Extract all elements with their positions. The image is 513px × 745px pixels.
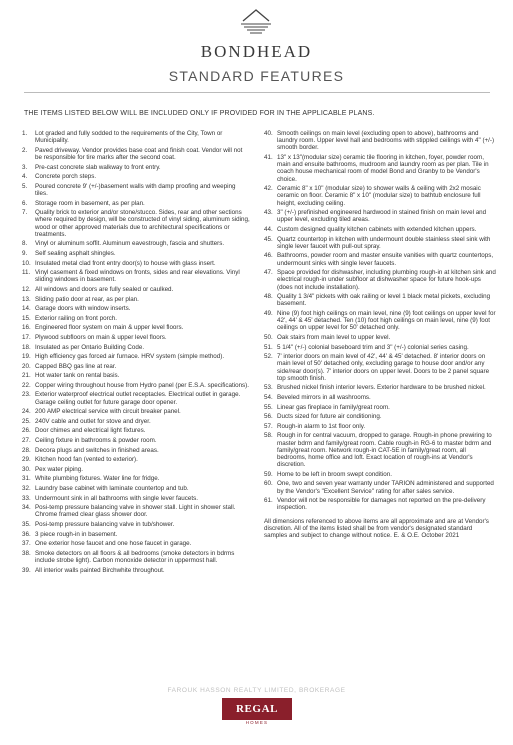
- feature-item: [22, 567, 250, 574]
- page-title: STANDARD FEATURES: [168, 68, 345, 84]
- feature-text: Vinyl or aluminum soffit. Aluminum eavestrough, fascia and shutters.: [35, 240, 225, 248]
- feature-number: 41.: [264, 154, 273, 161]
- feature-item: [22, 240, 250, 247]
- feature-number: 48.: [264, 293, 273, 301]
- feature-number: 29.: [22, 456, 31, 464]
- feature-item: [264, 236, 496, 250]
- feature-number: 37.: [22, 540, 31, 548]
- feature-text: Smooth ceilings on main level (excluding open to above), bathrooms and laundry room. Upper level hall and bedrooms with stippled ceilings with 4" (+/-) smooth border.: [277, 130, 495, 152]
- feature-text: 200 AMP electrical service with circuit breaker panel.: [35, 408, 181, 416]
- bondhead-house-logo-icon: [238, 6, 274, 36]
- feature-text: All windows and doors are fully sealed or caulked.: [35, 285, 174, 293]
- feature-text: Quality 1 3/4" pickets with oak railing or level 1 black metal pickets, excluding basement.: [277, 293, 491, 308]
- feature-item: [22, 437, 250, 444]
- feature-text: 13" x 13"(modular size) ceramic tile flooring in kitchen, foyer, powder room, main and ensuite bathrooms, mudroom and laundry room as per plan. Tile in coach house mechanical room of model Bond and Granby to be Vendor's choice.: [277, 154, 489, 183]
- feature-item: [22, 269, 250, 283]
- feature-number: 60.: [264, 480, 273, 488]
- brokerage-watermark: FAROUK HASSON REALTY LIMITED, BROKERAGE: [167, 687, 346, 694]
- features-list-right-wrapper: [264, 130, 496, 539]
- feature-item: [22, 200, 250, 207]
- feature-text: Sliding patio door at rear, as per plan.: [35, 295, 139, 303]
- feature-text: One, two and seven year warranty under TARION administered and supported by the Vendor's "Excellent Service" rating for after sales service.: [277, 480, 494, 495]
- feature-text: Exterior railing on front porch.: [35, 314, 117, 322]
- feature-text: Oak stairs from main level to upper level.: [277, 333, 391, 341]
- feature-item: [264, 130, 496, 152]
- feature-number: 34.: [22, 504, 31, 512]
- feature-item: [22, 353, 250, 360]
- feature-number: 56.: [264, 413, 273, 421]
- feature-item: [22, 296, 250, 303]
- feature-number: 46.: [264, 252, 273, 260]
- feature-text: Capped BBQ gas line at rear.: [35, 362, 117, 370]
- feature-item: [264, 185, 496, 207]
- feature-text: Rough-in alarm to 1st floor only.: [277, 422, 366, 430]
- feature-text: Beveled mirrors in all washrooms.: [277, 393, 371, 401]
- feature-number: 35.: [22, 521, 31, 529]
- feature-item: [22, 130, 250, 144]
- feature-text: Quartz countertop in kitchen with undermount double stainless steel sink with single lever faucet with pull-out spray.: [277, 235, 491, 250]
- feature-number: 6.: [22, 199, 28, 207]
- feature-number: 31.: [22, 475, 31, 483]
- feature-number: 36.: [22, 530, 31, 538]
- feature-number: 33.: [22, 494, 31, 502]
- feature-text: 7' interior doors on main level of 42', 44' & 45' detached. 8' interior doors on main level of 50' detached only, excluding garage to house door and/or any side/rear door(s). 7' interior doors on upper level. Doors to be 2 panel square top smooth finish.: [277, 353, 490, 382]
- feature-number: 25.: [22, 417, 31, 425]
- feature-text: High efficiency gas forced air furnace. HRV system (simple method).: [35, 353, 225, 361]
- feature-number: 15.: [22, 314, 31, 322]
- feature-item: [264, 226, 496, 233]
- feature-number: 47.: [264, 269, 273, 277]
- feature-number: 20.: [22, 362, 31, 370]
- disclaimer-text: All dimensions referenced to above items are all approximate and are at Vendor's discretion. All of the items listed shall be from vendor's designated standard samples and subject to change without notice. E. & O.E. October 2021: [264, 517, 489, 539]
- feature-item: [22, 550, 250, 564]
- feature-text: White plumbing fixtures. Water line for fridge.: [35, 475, 160, 483]
- feature-item: [264, 432, 496, 468]
- feature-item: [264, 209, 496, 223]
- feature-number: 59.: [264, 470, 273, 478]
- feature-text: Space provided for dishwasher, including plumbing rough-in at kitchen sink and electrical rough-in under subfloor at dishwasher space for future hook-ups (does not include installation).: [277, 269, 496, 291]
- feature-number: 45.: [264, 235, 273, 243]
- feature-text: Brushed nickel finish interior levers. Exterior hardware to be brushed nickel.: [277, 384, 486, 392]
- feature-text: Storage room in basement, as per plan.: [35, 199, 145, 207]
- feature-text: Lot graded and fully sodded to the requirements of the City, Town or Municipality.: [35, 130, 223, 145]
- feature-number: 4.: [22, 173, 28, 181]
- feature-item: [264, 154, 496, 183]
- feature-item: [22, 250, 250, 257]
- feature-number: 43.: [264, 209, 273, 217]
- feature-text: Paved driveway. Vendor provides base coat and finish coat. Vendor will not be responsible for tire marks after the second coat.: [35, 146, 243, 161]
- feature-item: [264, 334, 496, 341]
- feature-item: [22, 147, 250, 161]
- feature-item: [22, 286, 250, 293]
- feature-text: Home to be left in broom swept condition.: [277, 470, 392, 478]
- feature-text: Door chimes and electrical light fixtures.: [35, 427, 146, 435]
- feature-text: Pre-cast concrete slab walkway to front entry.: [35, 163, 161, 171]
- feature-item: [22, 391, 250, 405]
- feature-item: [22, 427, 250, 434]
- feature-text: Insulated as per Ontario Building Code.: [35, 343, 145, 351]
- feature-text: Smoke detectors on all floors & all bedrooms (smoke detectors in bdrms include strobe light). Carbon monoxide detector in uppermost hall.: [35, 549, 235, 564]
- feature-text: Exterior waterproof electrical outlet receptacles. Electrical outlet in garage. Garage ceiling outlet for future garage door opener.: [35, 391, 241, 406]
- feature-item: [22, 183, 250, 197]
- feature-number: 61.: [264, 497, 273, 505]
- feature-text: Ceramic 8" x 10" (modular size) to shower walls & ceiling with 2x2 mosaic ceramic on floor. Ceramic 8" x 10" (modular size) to bathtub enclosure full height, excluding ceiling.: [277, 185, 481, 207]
- feature-text: Decora plugs and switches in finished areas.: [35, 446, 159, 454]
- feature-number: 27.: [22, 437, 31, 445]
- regal-crest-logo-sub: HOMES: [245, 720, 269, 725]
- feature-text: Insulated metal clad front entry door(s) to house with glass insert.: [35, 259, 216, 267]
- feature-item: [22, 495, 250, 502]
- feature-number: 12.: [22, 285, 31, 293]
- brand-name: BONDHEAD: [200, 42, 313, 61]
- feature-number: 42.: [264, 185, 273, 193]
- feature-item: [264, 480, 496, 494]
- feature-text: 5 1/4" (+/-) colonial baseboard trim and 3" (+/-) colonial series casing.: [277, 343, 469, 351]
- feature-item: [264, 471, 496, 478]
- feature-text: Pex water piping.: [35, 465, 83, 473]
- feature-number: 52.: [264, 353, 273, 361]
- feature-text: Ceiling fixture in bathrooms & powder room.: [35, 437, 157, 445]
- feature-text: Self sealing asphalt shingles.: [35, 249, 116, 257]
- intro-statement: THE ITEMS LISTED BELOW WILL BE INCLUDED ONLY IF PROVIDED FOR IN THE APPLICABLE PLANS.: [24, 110, 375, 117]
- regal-crest-logo: REGAL CREST: [222, 698, 292, 720]
- feature-text: Garage doors with window inserts.: [35, 305, 131, 313]
- feature-text: Vendor will not be responsible for damages not reported on the pre-delivery inspection.: [277, 497, 486, 512]
- feature-item: [264, 413, 496, 420]
- feature-text: Copper wiring throughout house from Hydro panel (per E.S.A. specifications).: [35, 381, 249, 389]
- feature-text: Undermount sink in all bathrooms with single lever faucets.: [35, 494, 198, 502]
- feature-number: 49.: [264, 309, 273, 317]
- feature-number: 50.: [264, 333, 273, 341]
- features-list-right: [264, 130, 496, 512]
- feature-item: [22, 324, 250, 331]
- feature-text: Laundry base cabinet with laminate countertop and tub.: [35, 485, 189, 493]
- feature-text: Concrete porch steps.: [35, 173, 97, 181]
- feature-number: 5.: [22, 182, 28, 190]
- feature-number: 58.: [264, 432, 273, 440]
- feature-number: 38.: [22, 549, 31, 557]
- feature-number: 26.: [22, 427, 31, 435]
- feature-item: [22, 504, 250, 518]
- feature-number: 55.: [264, 403, 273, 411]
- feature-number: 18.: [22, 343, 31, 351]
- feature-text: Posi-temp pressure balancing valve in shower stall. Light in shower stall. Chrome framed clear glass shower door.: [35, 504, 236, 519]
- feature-item: [22, 382, 250, 389]
- feature-item: [264, 252, 496, 266]
- feature-number: 23.: [22, 391, 31, 399]
- feature-item: [22, 418, 250, 425]
- feature-number: 44.: [264, 226, 273, 233]
- feature-number: 14.: [22, 305, 31, 313]
- feature-number: 1.: [22, 130, 28, 137]
- feature-number: 24.: [22, 408, 31, 416]
- feature-number: 9.: [22, 249, 28, 257]
- feature-number: 40.: [264, 130, 273, 137]
- feature-number: 13.: [22, 295, 31, 303]
- feature-text: Poured concrete 9' (+/-)basement walls with damp proofing and weeping tiles.: [35, 182, 236, 197]
- feature-text: Custom designed quality kitchen cabinets with extended kitchen uppers.: [277, 226, 477, 233]
- feature-item: [22, 164, 250, 171]
- feature-number: 7.: [22, 209, 28, 217]
- feature-text: 3 piece rough-in in basement.: [35, 530, 118, 538]
- feature-number: 8.: [22, 240, 28, 248]
- feature-number: 32.: [22, 485, 31, 493]
- title-divider: [24, 92, 490, 93]
- feature-item: [22, 485, 250, 492]
- feature-item: [22, 334, 250, 341]
- feature-item: [22, 466, 250, 473]
- feature-item: [22, 260, 250, 267]
- feature-item: [22, 363, 250, 370]
- feature-number: 22.: [22, 381, 31, 389]
- features-list-left: [22, 130, 250, 576]
- feature-item: [22, 372, 250, 379]
- feature-number: 28.: [22, 446, 31, 454]
- feature-text: All interior walls painted Birchwhite throughout.: [35, 566, 165, 574]
- feature-item: [22, 315, 250, 322]
- feature-item: [264, 344, 496, 351]
- feature-text: Plywood subfloors on main & upper level floors.: [35, 333, 167, 341]
- feature-item: [22, 447, 250, 454]
- feature-item: [22, 475, 250, 482]
- feature-number: 3.: [22, 163, 28, 171]
- feature-number: 10.: [22, 259, 31, 267]
- feature-number: 57.: [264, 422, 273, 430]
- feature-text: Ducts sized for future air conditioning.: [277, 413, 382, 421]
- feature-text: Linear gas fireplace in family/great room.: [277, 403, 390, 411]
- feature-text: Posi-temp pressure balancing valve in tub/shower.: [35, 521, 175, 529]
- feature-number: 30.: [22, 465, 31, 473]
- feature-number: 54.: [264, 393, 273, 401]
- feature-number: 11.: [22, 269, 31, 277]
- feature-item: [22, 209, 250, 238]
- feature-item: [264, 497, 496, 511]
- feature-item: [22, 456, 250, 463]
- feature-text: Engineered floor system on main & upper level floors.: [35, 324, 184, 332]
- feature-number: 16.: [22, 324, 31, 332]
- feature-text: Bathrooms, powder room and master ensuite vanities with quartz countertops, undermount sinks with single lever faucets.: [277, 252, 494, 267]
- feature-number: 17.: [22, 333, 31, 341]
- feature-number: 51.: [264, 343, 273, 351]
- feature-text: Vinyl casement & fixed windows on fronts, sides and rear elevations. Vinyl sliding windows in basement.: [35, 269, 240, 284]
- feature-item: [264, 269, 496, 291]
- feature-item: [264, 404, 496, 411]
- feature-text: 3" (+/-) prefinished engineered hardwood in stained finish on main level and upper level, excluding tiled areas.: [277, 209, 487, 224]
- feature-number: 53.: [264, 384, 273, 392]
- feature-item: [22, 540, 250, 547]
- feature-item: [22, 521, 250, 528]
- feature-text: 240V cable and outlet for stove and dryer.: [35, 417, 151, 425]
- feature-item: [264, 423, 496, 430]
- feature-text: Quality brick to exterior and/or stone/stucco. Sides, rear and other sections where required by design, will be constructed of vinyl siding, aluminum siding, wood or other approved materials due to architectural specifications or treatments.: [35, 209, 250, 238]
- feature-item: [22, 531, 250, 538]
- feature-text: One exterior hose faucet and one hose faucet in garage.: [35, 540, 192, 548]
- feature-item: [264, 394, 496, 401]
- feature-text: Kitchen hood fan (vented to exterior).: [35, 456, 138, 464]
- feature-number: 39.: [22, 566, 31, 574]
- feature-item: [22, 408, 250, 415]
- feature-text: Hot water tank on rental basis.: [35, 372, 120, 380]
- feature-item: [264, 353, 496, 382]
- feature-text: Rough in for central vacuum, dropped to garage. Rough-in phone prewiring to master bdrm and family/great room. Cable rough-in RG-6 to master bdrm and family/great room. Network rough-in CAT-5E in family/great room, all bedrooms, home office and loft. Exact location of rough-ins at Vendor's discretion.: [277, 432, 492, 469]
- feature-item: [22, 305, 250, 312]
- feature-text: Nine (9) foot high ceilings on main level, nine (9) foot ceilings on upper level for 42', 44' & 45' detached. Ten (10) foot high ceilings on main level, nine (9) foot ceilings on upper level for 50' detached only.: [277, 309, 496, 332]
- feature-item: [264, 384, 496, 391]
- feature-number: 19.: [22, 353, 31, 361]
- feature-number: 2.: [22, 146, 28, 154]
- feature-number: 21.: [22, 372, 31, 380]
- feature-item: [264, 293, 496, 307]
- feature-item: [22, 173, 250, 180]
- feature-item: [22, 344, 250, 351]
- feature-item: [264, 310, 496, 332]
